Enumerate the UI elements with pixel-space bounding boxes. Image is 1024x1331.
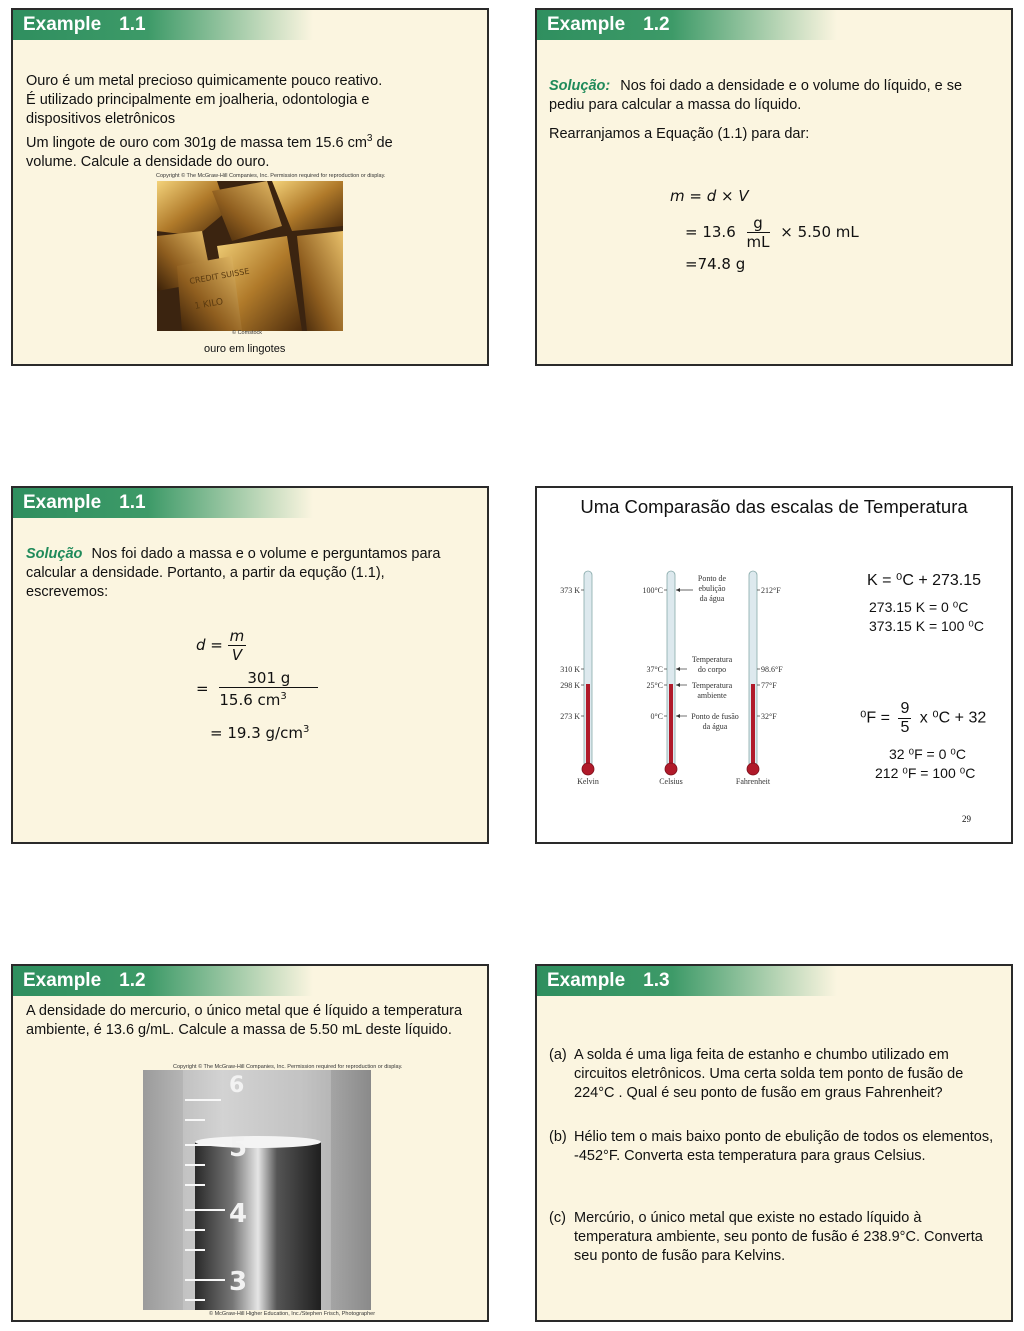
fraction-m-over-v [228,627,247,664]
slide-header [13,488,313,518]
item-label: (c) [549,1210,566,1226]
celsius-tick-label: 37°C [646,665,663,674]
equation-line-2 [685,214,859,251]
kelvin-example: 273.15 K = 0 ⁰C [869,599,969,615]
graduated-cylinder-photo [143,1070,371,1310]
freezing-label: da água [702,722,728,731]
solution-body: Nos foi dado a densidade e o volume do líquido, e se pediu para calcular a massa do líquido. [549,78,963,113]
equation-line-1 [196,627,246,664]
item-label: (a) [549,1047,567,1063]
photo-caption: ouro em lingotes [204,343,286,355]
solution-label: Solução [26,546,83,562]
header-word: Example [23,970,102,991]
freezing-label: Ponto de fusão [691,712,739,721]
equation-line-3 [210,724,309,742]
fahrenheit-tick-label: 98.6°F [761,665,783,674]
slide-header [13,10,313,40]
rearrange-text: Rearranjamos a Equação (1.1) para dar: [549,126,810,142]
body-temp-label: do corpo [697,665,727,674]
solution-text [26,545,466,602]
slide-example-1-1-solution [11,486,489,844]
header-number: 1.1 [119,14,146,35]
eq-lhs: d = [196,636,223,654]
photo-credit: © Comstock [232,330,263,336]
bar-stamp-text: 1 KILO [193,297,225,312]
superscript: 3 [366,133,373,144]
slide-example-1-2-solution [535,8,1013,366]
superscript: 3 [280,691,287,702]
photo-credit: © McGraw-Hill Higher Education, Inc./Stephen Frisch, Photographer [209,1311,376,1317]
fraction-unit [747,214,770,251]
copyright-notice: Copyright © The McGraw-Hill Companies, Inc. Permission required for reproduction or display. [156,173,386,179]
formula-lhs: ⁰F = [860,709,890,727]
fraction-numerator: 301 g [219,669,318,688]
kelvin-formula: K = ⁰C + 273.15 [867,572,982,589]
body-temp-label: Temperatura [691,655,733,664]
slide-header [537,10,837,40]
item-text: Mercúrio, o único metal que existe no estado líquido à temperatura ambiente, seu ponto de fusão é 238.9°C. Converta seu ponto de fusão para Kelvins. [574,1210,983,1264]
scale-mark: 5 [229,1133,248,1163]
equation-line-3: =74.8 g [685,255,746,273]
kelvin-tick-label: 310 K [560,665,580,674]
solution-text [549,77,994,115]
fraction-denominator: mL [746,233,770,251]
gold-bars-photo [157,181,343,331]
fahrenheit-tick-label: 32°F [761,712,777,721]
slide-title: Uma Comparasão das escalas de Temperatura [580,496,968,517]
reference-point-labels [676,574,739,731]
header-word: Example [547,14,626,35]
fahrenheit-scale-name: Fahrenheit [735,777,771,786]
slide-example-1-3-problems [535,964,1013,1322]
boiling-label: ebulição [698,584,726,593]
kelvin-tick-label: 273 K [560,712,580,721]
eq-sign: = [196,679,209,698]
header-number: 1.1 [119,492,146,513]
scale-mark: 4 [229,1199,248,1229]
header-word: Example [23,14,102,35]
header-number: 1.3 [643,970,670,991]
kelvin-scale-name: Kelvin [577,777,599,786]
fahrenheit-tick-label: 77°F [761,681,777,690]
thermometer-diagram [555,566,815,796]
solution-label: Solução: [549,78,611,94]
fraction-denominator: 5 [900,719,910,736]
denominator-text: 15.6 cm [219,691,281,709]
header-number: 1.2 [119,970,146,991]
eq-value: × 5.50 mL [780,223,859,241]
fraction-numerator: 9 [900,700,910,717]
formula-rhs: x ⁰C + 32 [919,709,987,727]
header-number: 1.2 [643,14,670,35]
kelvin-example: 373.15 K = 100 ⁰C [869,618,984,634]
boiling-label: Ponto de [697,574,727,583]
text-line: Um lingote de ouro com 301g de massa tem 15.6 cm [26,134,367,151]
kelvin-thermometer [560,571,599,786]
fraction-denominator: V [231,646,243,664]
celsius-thermometer [642,571,682,786]
equation-line-2 [196,669,318,709]
fahrenheit-tick-label: 212°F [761,586,781,595]
fahrenheit-formula [860,700,986,737]
problem-text: A densidade do mercurio, o único metal que é líquido a temperatura ambiente, é 13.6 g/mL. Calcule a massa de 5.50 mL deste líquido. [26,1003,463,1038]
fraction-denominator [219,688,318,709]
header-word: Example [23,492,102,513]
celsius-scale-name: Celsius [659,777,683,786]
item-text: Hélio tem o mais baixo ponto de ebulição de todos os elementos, -452°F. Converta esta temperatura para graus Celsius. [574,1129,994,1164]
fahrenheit-thermometer [736,571,783,786]
celsius-tick-label: 25°C [646,681,663,690]
boiling-label: da água [699,594,725,603]
text-line: É utilizado principalmente em joalheria, odontologia e dispositivos eletrônicos [26,92,370,127]
scale-mark: 3 [229,1267,248,1297]
slide-header [13,966,313,996]
eq-value: = 13.6 [685,223,736,241]
slide-temperature-scales [535,486,1013,844]
problem-text [26,72,446,172]
page-number: 29 [962,814,971,824]
fraction-numerator: g [747,214,770,233]
room-temp-label: ambiente [697,691,727,700]
scale-mark: 6 [229,1073,245,1098]
bar-stamp-text: CREDIT SUISSE [188,266,251,286]
item-text: A solda é uma liga feita de estanho e chumbo utilizado em circuitos eletrônicos. Uma certa solda tem ponto de fusão de 224°C . Qual é seu ponto de fusão em graus Fahrenheit? [574,1047,964,1101]
celsius-tick-label: 0°C [650,712,663,721]
celsius-tick-label: 100°C [642,586,663,595]
fraction-mass-over-volume [219,669,318,709]
copyright-notice: Copyright © The McGraw-Hill Companies, Inc. Permission required for reproduction or display. [173,1064,403,1070]
fahrenheit-example: 212 ⁰F = 100 ⁰C [875,765,976,781]
superscript: 3 [302,724,310,735]
slide-example-1-2-problem [11,964,489,1322]
item-label: (b) [549,1129,567,1145]
kelvin-tick-label: 298 K [560,681,580,690]
text-line: de volume. Calcule a densidade do ouro. [26,134,393,170]
equation-line-1: m = d × V [670,187,749,205]
fraction-nine-fifths [898,700,911,737]
slide-header [537,966,837,996]
kelvin-tick-label: 373 K [560,586,580,595]
slide-example-1-1-problem [11,8,489,366]
solution-body: Nos foi dado a massa e o volume e perguntamos para calcular a densidade. Portanto, a partir da equção (1.1), escrevemos: [26,546,441,600]
fahrenheit-example: 32 ⁰F = 0 ⁰C [889,746,966,762]
fraction-numerator: m [229,627,245,645]
room-temp-label: Temperatura [691,681,733,690]
eq-result: = 19.3 g/cm [210,724,303,742]
header-word: Example [547,970,626,991]
text-line: Ouro é um metal precioso quimicamente pouco reativo. [26,73,383,89]
